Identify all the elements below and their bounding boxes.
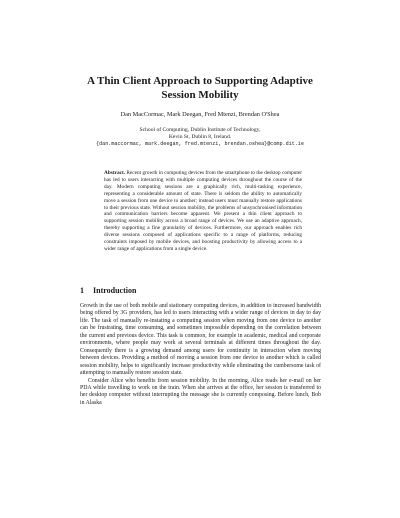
title-line-1: A Thin Client Approach to Supporting Adaptive <box>87 75 313 87</box>
paper-title <box>60 74 340 102</box>
paragraph-2: Consider Alice who benefits from session mobility. In the morning, Alice reads her e-mail on her PDA while travelling to work on the train. When she arrives at the office, her session is transferred to her desktop computer without interrupting the message she is currently composing. Before lunch, Bob in Alaska <box>80 377 321 406</box>
section-heading <box>80 286 136 296</box>
author-list: Dan MacCormac, Mark Deegan, Fred Mtenzi, Brendan O'Shea <box>120 111 280 118</box>
abstract <box>104 170 302 253</box>
title-line-2: Session Mobility <box>161 89 239 101</box>
section-number: 1 <box>80 286 84 295</box>
body-text <box>80 303 321 407</box>
paragraph-1: Growth in the use of both mobile and stationary computing devices, in addition to increased bandwidth being offered by 3G providers, has led to users interacting with a wider range of devices in day to day life. The task of manually re-instating a computing session when moving from one device to another can be frustrating, time consuming, and sometimes impossible depending on the correlation between the current and previous device. This task is common, for example in academic, medical and corporate environments, where people may work at several terminals at different times throughout the day. Consequently there is a growing demand among users for continuity in interaction when moving between devices. Providing a method of moving a session from one device to another which is called session mobility, helps to significantly increase productivity while eliminating the cumbersome task of attempting to manually restore session state. <box>80 303 321 377</box>
affiliation <box>40 127 360 148</box>
author-emails: {dan.maccormac, mark.deegan, fred.mtenzi, brendan.oshea}@comp.dit.ie <box>96 141 304 147</box>
affiliation-line-1: School of Computing, Dublin Institute of Technology, <box>139 127 261 133</box>
abstract-label: Abstract. <box>104 170 126 176</box>
affiliation-line-2: Kevin St, Dublin 8, Ireland. <box>168 134 232 140</box>
abstract-text: Recent growth in computing devices from the smartphone to the desktop computer has led to users interacting with multiple computing devices throughout the course of the day. Modern computing sessions are a graphically rich, multi-tasking experience, representing a considerable amount of state. There is seldom the ability to automatically move a session from one device to another; instead users must manually restore applications to their previous state. Without session mobility, the problems of unsynchronised information and communication barriers become apparent. We present a thin client approach to supporting session mobility across a broad range of devices. We use an adaptive approach, thereby supporting a fine granularity of devices. Furthermore, our approach enables rich diverse sessions composed of applications specific to a range of platforms, reducing constraints imposed by mobile devices, and boosting productivity by allowing access to a wider range of applications from a single device. <box>104 170 302 252</box>
section-title: Introduction <box>93 286 137 295</box>
